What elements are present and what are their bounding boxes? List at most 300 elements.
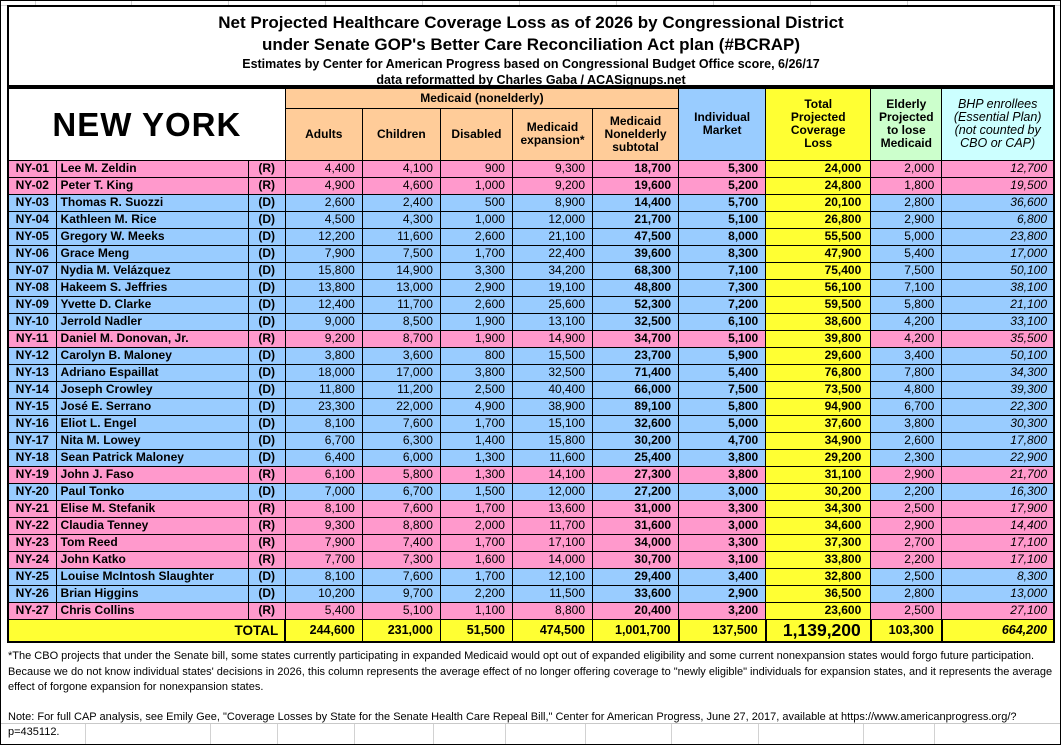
header-medicaid-group: Medicaid (nonelderly) bbox=[285, 88, 678, 108]
cell-expansion: 12,000 bbox=[512, 483, 592, 500]
cell-total-loss: 29,200 bbox=[766, 449, 871, 466]
cell-bhp: 21,100 bbox=[942, 296, 1054, 313]
cell-disabled: 1,700 bbox=[440, 500, 512, 517]
cell-elderly: 2,000 bbox=[871, 160, 942, 177]
cell-medicaid-subtotal: 32,600 bbox=[593, 415, 679, 432]
cell-name: Kathleen M. Rice bbox=[56, 211, 248, 228]
cell-children: 7,500 bbox=[362, 245, 440, 262]
cell-bhp: 36,600 bbox=[942, 194, 1054, 211]
cell-district: NY-02 bbox=[8, 177, 56, 194]
cell-total-loss: 24,800 bbox=[766, 177, 871, 194]
total-cell-total-loss: 1,139,200 bbox=[766, 619, 871, 642]
cell-medicaid-subtotal: 27,300 bbox=[593, 466, 679, 483]
table-row bbox=[8, 398, 1054, 415]
table-row bbox=[8, 262, 1054, 279]
cell-bhp: 33,100 bbox=[942, 313, 1054, 330]
cell-disabled: 2,500 bbox=[440, 381, 512, 398]
cell-individual-market: 3,300 bbox=[679, 534, 766, 551]
cell-children: 22,000 bbox=[362, 398, 440, 415]
cell-district: NY-15 bbox=[8, 398, 56, 415]
cell-expansion: 25,600 bbox=[512, 296, 592, 313]
cell-name: Lee M. Zeldin bbox=[56, 160, 248, 177]
cell-name: Hakeem S. Jeffries bbox=[56, 279, 248, 296]
cell-children: 8,700 bbox=[362, 330, 440, 347]
table-row bbox=[8, 568, 1054, 585]
header-children: Children bbox=[362, 108, 440, 160]
cell-individual-market: 3,300 bbox=[679, 500, 766, 517]
cell-expansion: 15,500 bbox=[512, 347, 592, 364]
cell-total-loss: 94,900 bbox=[766, 398, 871, 415]
table-row bbox=[8, 194, 1054, 211]
cell-medicaid-subtotal: 29,400 bbox=[593, 568, 679, 585]
cell-adults: 7,900 bbox=[285, 534, 362, 551]
cell-expansion: 32,500 bbox=[512, 364, 592, 381]
cell-adults: 6,100 bbox=[285, 466, 362, 483]
cell-individual-market: 7,500 bbox=[679, 381, 766, 398]
cell-district: NY-01 bbox=[8, 160, 56, 177]
cell-individual-market: 5,100 bbox=[679, 330, 766, 347]
table-row bbox=[8, 432, 1054, 449]
cell-party: (R) bbox=[248, 602, 285, 619]
cell-expansion: 21,100 bbox=[512, 228, 592, 245]
cell-district: NY-05 bbox=[8, 228, 56, 245]
cell-medicaid-subtotal: 23,700 bbox=[593, 347, 679, 364]
cell-party: (D) bbox=[248, 347, 285, 364]
cell-elderly: 2,600 bbox=[871, 432, 942, 449]
cell-adults: 9,300 bbox=[285, 517, 362, 534]
cell-name: Yvette D. Clarke bbox=[56, 296, 248, 313]
cell-disabled: 3,300 bbox=[440, 262, 512, 279]
cell-district: NY-11 bbox=[8, 330, 56, 347]
table-row bbox=[8, 313, 1054, 330]
cell-bhp: 14,400 bbox=[942, 517, 1054, 534]
cell-medicaid-subtotal: 66,000 bbox=[593, 381, 679, 398]
total-cell-expansion: 474,500 bbox=[512, 619, 592, 642]
cell-bhp: 17,000 bbox=[942, 245, 1054, 262]
cell-expansion: 9,300 bbox=[512, 160, 592, 177]
cell-medicaid-subtotal: 25,400 bbox=[593, 449, 679, 466]
table-row bbox=[8, 517, 1054, 534]
cell-disabled: 4,900 bbox=[440, 398, 512, 415]
cell-name: Nydia M. Velázquez bbox=[56, 262, 248, 279]
cell-medicaid-subtotal: 32,500 bbox=[593, 313, 679, 330]
cell-adults: 12,400 bbox=[285, 296, 362, 313]
cell-children: 5,800 bbox=[362, 466, 440, 483]
table-row bbox=[8, 602, 1054, 619]
cell-bhp: 50,100 bbox=[942, 262, 1054, 279]
cell-children: 7,600 bbox=[362, 500, 440, 517]
cell-name: Chris Collins bbox=[56, 602, 248, 619]
cell-elderly: 4,800 bbox=[871, 381, 942, 398]
cell-adults: 4,500 bbox=[285, 211, 362, 228]
cell-district: NY-16 bbox=[8, 415, 56, 432]
cell-total-loss: 56,100 bbox=[766, 279, 871, 296]
cell-individual-market: 8,000 bbox=[679, 228, 766, 245]
cell-disabled: 1,500 bbox=[440, 483, 512, 500]
cell-total-loss: 75,400 bbox=[766, 262, 871, 279]
cell-elderly: 2,200 bbox=[871, 483, 942, 500]
cell-individual-market: 3,000 bbox=[679, 517, 766, 534]
cell-elderly: 2,900 bbox=[871, 517, 942, 534]
cell-adults: 2,600 bbox=[285, 194, 362, 211]
cell-party: (R) bbox=[248, 551, 285, 568]
cell-individual-market: 6,100 bbox=[679, 313, 766, 330]
cell-adults: 8,100 bbox=[285, 415, 362, 432]
cell-children: 8,500 bbox=[362, 313, 440, 330]
cell-total-loss: 32,800 bbox=[766, 568, 871, 585]
cell-individual-market: 2,900 bbox=[679, 585, 766, 602]
total-cell-elderly: 103,300 bbox=[871, 619, 942, 642]
cell-name: Thomas R. Suozzi bbox=[56, 194, 248, 211]
cell-total-loss: 34,900 bbox=[766, 432, 871, 449]
cell-total-loss: 29,600 bbox=[766, 347, 871, 364]
cell-individual-market: 7,300 bbox=[679, 279, 766, 296]
cell-district: NY-25 bbox=[8, 568, 56, 585]
cell-party: (D) bbox=[248, 194, 285, 211]
footnote-cap-note: Note: For full CAP analysis, see Emily Gee, "Coverage Losses by State for the Senate Health Care Repeal Bill," Center for American Progress, June 27, 2017, available at https://www.americanprogress.org/?p=435112. bbox=[8, 710, 1017, 738]
table-row bbox=[8, 177, 1054, 194]
cell-bhp: 8,300 bbox=[942, 568, 1054, 585]
coverage-loss-table bbox=[7, 87, 1055, 643]
cell-total-loss: 55,500 bbox=[766, 228, 871, 245]
cell-bhp: 50,100 bbox=[942, 347, 1054, 364]
cell-children: 5,100 bbox=[362, 602, 440, 619]
cell-elderly: 2,800 bbox=[871, 585, 942, 602]
cell-adults: 7,700 bbox=[285, 551, 362, 568]
cell-disabled: 1,100 bbox=[440, 602, 512, 619]
cell-expansion: 9,200 bbox=[512, 177, 592, 194]
cell-adults: 4,900 bbox=[285, 177, 362, 194]
total-cell-medicaid-subtotal: 1,001,700 bbox=[593, 619, 679, 642]
cell-individual-market: 5,300 bbox=[679, 160, 766, 177]
cell-expansion: 14,100 bbox=[512, 466, 592, 483]
cell-disabled: 1,000 bbox=[440, 177, 512, 194]
cell-disabled: 1,000 bbox=[440, 211, 512, 228]
cell-expansion: 14,900 bbox=[512, 330, 592, 347]
cell-children: 7,600 bbox=[362, 415, 440, 432]
cell-medicaid-subtotal: 39,600 bbox=[593, 245, 679, 262]
cell-disabled: 1,700 bbox=[440, 245, 512, 262]
cell-total-loss: 76,800 bbox=[766, 364, 871, 381]
header-disabled: Disabled bbox=[440, 108, 512, 160]
total-cell-disabled: 51,500 bbox=[440, 619, 512, 642]
cell-bhp: 34,300 bbox=[942, 364, 1054, 381]
cell-total-loss: 39,800 bbox=[766, 330, 871, 347]
cell-total-loss: 23,600 bbox=[766, 602, 871, 619]
cell-name: Grace Meng bbox=[56, 245, 248, 262]
header-medicaid-subtotal: Medicaid Nonelderly subtotal bbox=[593, 108, 679, 160]
cell-adults: 8,100 bbox=[285, 568, 362, 585]
cell-disabled: 500 bbox=[440, 194, 512, 211]
cell-children: 14,900 bbox=[362, 262, 440, 279]
cell-elderly: 4,200 bbox=[871, 313, 942, 330]
cell-party: (D) bbox=[248, 449, 285, 466]
title-attribution-cap: Estimates by Center for American Progress based on Congressional Budget Office score, 6/26/17 bbox=[242, 57, 820, 71]
header-bhp-enrollees: BHP enrollees (Essential Plan) (not counted by CBO or CAP) bbox=[942, 88, 1054, 160]
cell-elderly: 2,500 bbox=[871, 568, 942, 585]
footnotes bbox=[8, 649, 1054, 741]
cell-bhp: 6,800 bbox=[942, 211, 1054, 228]
cell-individual-market: 3,400 bbox=[679, 568, 766, 585]
cell-bhp: 17,800 bbox=[942, 432, 1054, 449]
cell-name: Claudia Tenney bbox=[56, 517, 248, 534]
cell-elderly: 3,800 bbox=[871, 415, 942, 432]
cell-name: José E. Serrano bbox=[56, 398, 248, 415]
cell-medicaid-subtotal: 27,200 bbox=[593, 483, 679, 500]
cell-elderly: 1,800 bbox=[871, 177, 942, 194]
cell-district: NY-12 bbox=[8, 347, 56, 364]
cell-party: (R) bbox=[248, 177, 285, 194]
cell-party: (D) bbox=[248, 296, 285, 313]
cell-individual-market: 5,900 bbox=[679, 347, 766, 364]
total-cell-bhp: 664,200 bbox=[942, 619, 1054, 642]
cell-elderly: 2,500 bbox=[871, 500, 942, 517]
cell-bhp: 38,100 bbox=[942, 279, 1054, 296]
cell-district: NY-03 bbox=[8, 194, 56, 211]
table-row bbox=[8, 466, 1054, 483]
cell-expansion: 22,400 bbox=[512, 245, 592, 262]
cell-individual-market: 3,200 bbox=[679, 602, 766, 619]
header-medicaid-expansion: Medicaid expansion* bbox=[512, 108, 592, 160]
cell-bhp: 30,300 bbox=[942, 415, 1054, 432]
cell-bhp: 16,300 bbox=[942, 483, 1054, 500]
cell-bhp: 17,100 bbox=[942, 534, 1054, 551]
cell-medicaid-subtotal: 19,600 bbox=[593, 177, 679, 194]
cell-medicaid-subtotal: 71,400 bbox=[593, 364, 679, 381]
cell-total-loss: 36,500 bbox=[766, 585, 871, 602]
cell-party: (D) bbox=[248, 313, 285, 330]
cell-name: Eliot L. Engel bbox=[56, 415, 248, 432]
cell-elderly: 2,900 bbox=[871, 466, 942, 483]
cell-bhp: 27,100 bbox=[942, 602, 1054, 619]
cell-individual-market: 4,700 bbox=[679, 432, 766, 449]
cell-adults: 18,000 bbox=[285, 364, 362, 381]
cell-expansion: 12,000 bbox=[512, 211, 592, 228]
cell-elderly: 5,000 bbox=[871, 228, 942, 245]
cell-children: 4,100 bbox=[362, 160, 440, 177]
cell-district: NY-20 bbox=[8, 483, 56, 500]
cell-individual-market: 5,100 bbox=[679, 211, 766, 228]
cell-adults: 9,200 bbox=[285, 330, 362, 347]
cell-name: Adriano Espaillat bbox=[56, 364, 248, 381]
cell-party: (D) bbox=[248, 585, 285, 602]
cell-district: NY-24 bbox=[8, 551, 56, 568]
table-body bbox=[8, 160, 1054, 619]
cell-children: 6,300 bbox=[362, 432, 440, 449]
table-row bbox=[8, 364, 1054, 381]
cell-disabled: 2,900 bbox=[440, 279, 512, 296]
cell-elderly: 2,300 bbox=[871, 449, 942, 466]
cell-name: Carolyn B. Maloney bbox=[56, 347, 248, 364]
cell-children: 3,600 bbox=[362, 347, 440, 364]
cell-name: Brian Higgins bbox=[56, 585, 248, 602]
cell-bhp: 19,500 bbox=[942, 177, 1054, 194]
cell-disabled: 2,200 bbox=[440, 585, 512, 602]
cell-elderly: 5,800 bbox=[871, 296, 942, 313]
cell-individual-market: 5,800 bbox=[679, 398, 766, 415]
cell-individual-market: 7,100 bbox=[679, 262, 766, 279]
cell-district: NY-07 bbox=[8, 262, 56, 279]
cell-elderly: 7,800 bbox=[871, 364, 942, 381]
cell-adults: 10,200 bbox=[285, 585, 362, 602]
cell-name: Paul Tonko bbox=[56, 483, 248, 500]
title-attribution-gaba: data reformatted by Charles Gaba / ACASignups.net bbox=[376, 73, 686, 87]
cell-expansion: 11,600 bbox=[512, 449, 592, 466]
cell-children: 11,700 bbox=[362, 296, 440, 313]
cell-individual-market: 5,400 bbox=[679, 364, 766, 381]
cell-party: (R) bbox=[248, 500, 285, 517]
cell-bhp: 35,500 bbox=[942, 330, 1054, 347]
cell-district: NY-08 bbox=[8, 279, 56, 296]
cell-name: Gregory W. Meeks bbox=[56, 228, 248, 245]
cell-medicaid-subtotal: 89,100 bbox=[593, 398, 679, 415]
cell-district: NY-10 bbox=[8, 313, 56, 330]
cell-children: 11,200 bbox=[362, 381, 440, 398]
cell-individual-market: 7,200 bbox=[679, 296, 766, 313]
cell-name: Elise M. Stefanik bbox=[56, 500, 248, 517]
cell-adults: 6,400 bbox=[285, 449, 362, 466]
cell-elderly: 7,500 bbox=[871, 262, 942, 279]
cell-individual-market: 5,000 bbox=[679, 415, 766, 432]
cell-medicaid-subtotal: 14,400 bbox=[593, 194, 679, 211]
table-row bbox=[8, 551, 1054, 568]
cell-adults: 7,900 bbox=[285, 245, 362, 262]
cell-bhp: 22,300 bbox=[942, 398, 1054, 415]
cell-elderly: 5,400 bbox=[871, 245, 942, 262]
cell-party: (R) bbox=[248, 330, 285, 347]
cell-disabled: 1,600 bbox=[440, 551, 512, 568]
cell-medicaid-subtotal: 47,500 bbox=[593, 228, 679, 245]
header-individual-market: Individual Market bbox=[679, 88, 766, 160]
cell-disabled: 2,600 bbox=[440, 228, 512, 245]
title-box bbox=[7, 5, 1055, 87]
cell-adults: 11,800 bbox=[285, 381, 362, 398]
cell-disabled: 1,300 bbox=[440, 449, 512, 466]
cell-medicaid-subtotal: 33,600 bbox=[593, 585, 679, 602]
table-row bbox=[8, 483, 1054, 500]
cell-individual-market: 5,200 bbox=[679, 177, 766, 194]
table-row bbox=[8, 449, 1054, 466]
total-row bbox=[8, 619, 1054, 642]
cell-name: Daniel M. Donovan, Jr. bbox=[56, 330, 248, 347]
cell-disabled: 3,800 bbox=[440, 364, 512, 381]
cell-expansion: 34,200 bbox=[512, 262, 592, 279]
cell-adults: 13,800 bbox=[285, 279, 362, 296]
table-row bbox=[8, 296, 1054, 313]
cell-adults: 15,800 bbox=[285, 262, 362, 279]
cell-children: 4,600 bbox=[362, 177, 440, 194]
cell-individual-market: 3,100 bbox=[679, 551, 766, 568]
cell-adults: 23,300 bbox=[285, 398, 362, 415]
cell-bhp: 12,700 bbox=[942, 160, 1054, 177]
cell-party: (D) bbox=[248, 211, 285, 228]
cell-children: 17,000 bbox=[362, 364, 440, 381]
cell-medicaid-subtotal: 68,300 bbox=[593, 262, 679, 279]
cell-adults: 4,400 bbox=[285, 160, 362, 177]
table-row bbox=[8, 279, 1054, 296]
total-cell-children: 231,000 bbox=[362, 619, 440, 642]
cell-party: (D) bbox=[248, 483, 285, 500]
cell-bhp: 21,700 bbox=[942, 466, 1054, 483]
cell-party: (D) bbox=[248, 228, 285, 245]
table-row bbox=[8, 415, 1054, 432]
cell-medicaid-subtotal: 48,800 bbox=[593, 279, 679, 296]
cell-expansion: 13,100 bbox=[512, 313, 592, 330]
cell-individual-market: 5,700 bbox=[679, 194, 766, 211]
cell-party: (D) bbox=[248, 279, 285, 296]
cell-elderly: 2,500 bbox=[871, 602, 942, 619]
cell-disabled: 800 bbox=[440, 347, 512, 364]
cell-expansion: 15,800 bbox=[512, 432, 592, 449]
cell-expansion: 19,100 bbox=[512, 279, 592, 296]
cell-party: (D) bbox=[248, 381, 285, 398]
cell-elderly: 7,100 bbox=[871, 279, 942, 296]
cell-elderly: 2,200 bbox=[871, 551, 942, 568]
cell-disabled: 1,700 bbox=[440, 568, 512, 585]
table-row bbox=[8, 585, 1054, 602]
cell-district: NY-13 bbox=[8, 364, 56, 381]
table-row bbox=[8, 534, 1054, 551]
total-cell-adults: 244,600 bbox=[285, 619, 362, 642]
cell-children: 13,000 bbox=[362, 279, 440, 296]
cell-medicaid-subtotal: 31,600 bbox=[593, 517, 679, 534]
cell-expansion: 12,100 bbox=[512, 568, 592, 585]
cell-medicaid-subtotal: 30,200 bbox=[593, 432, 679, 449]
cell-adults: 7,000 bbox=[285, 483, 362, 500]
cell-expansion: 38,900 bbox=[512, 398, 592, 415]
cell-elderly: 2,800 bbox=[871, 194, 942, 211]
cell-expansion: 14,000 bbox=[512, 551, 592, 568]
cell-name: Jerrold Nadler bbox=[56, 313, 248, 330]
cell-elderly: 2,700 bbox=[871, 534, 942, 551]
cell-name: Louise McIntosh Slaughter bbox=[56, 568, 248, 585]
cell-medicaid-subtotal: 52,300 bbox=[593, 296, 679, 313]
cell-medicaid-subtotal: 18,700 bbox=[593, 160, 679, 177]
cell-expansion: 8,800 bbox=[512, 602, 592, 619]
cell-bhp: 17,100 bbox=[942, 551, 1054, 568]
cell-district: NY-06 bbox=[8, 245, 56, 262]
cell-children: 9,700 bbox=[362, 585, 440, 602]
cell-adults: 9,000 bbox=[285, 313, 362, 330]
state-label: NEW YORK bbox=[8, 88, 285, 160]
cell-children: 7,400 bbox=[362, 534, 440, 551]
cell-total-loss: 38,600 bbox=[766, 313, 871, 330]
cell-medicaid-subtotal: 34,700 bbox=[593, 330, 679, 347]
cell-expansion: 40,400 bbox=[512, 381, 592, 398]
header-elderly-medicaid: Elderly Projected to lose Medicaid bbox=[871, 88, 942, 160]
cell-party: (D) bbox=[248, 245, 285, 262]
cell-children: 6,700 bbox=[362, 483, 440, 500]
cell-children: 11,600 bbox=[362, 228, 440, 245]
cell-party: (R) bbox=[248, 534, 285, 551]
cell-district: NY-18 bbox=[8, 449, 56, 466]
cell-total-loss: 59,500 bbox=[766, 296, 871, 313]
cell-children: 7,600 bbox=[362, 568, 440, 585]
table-row bbox=[8, 160, 1054, 177]
cell-total-loss: 33,800 bbox=[766, 551, 871, 568]
page-title-line1: Net Projected Healthcare Coverage Loss as of 2026 by Congressional District bbox=[218, 13, 844, 32]
cell-total-loss: 20,100 bbox=[766, 194, 871, 211]
cell-party: (D) bbox=[248, 568, 285, 585]
table-header bbox=[8, 88, 1054, 160]
cell-district: NY-21 bbox=[8, 500, 56, 517]
cell-district: NY-19 bbox=[8, 466, 56, 483]
cell-district: NY-04 bbox=[8, 211, 56, 228]
cell-disabled: 1,300 bbox=[440, 466, 512, 483]
cell-disabled: 1,700 bbox=[440, 534, 512, 551]
cell-bhp: 13,000 bbox=[942, 585, 1054, 602]
cell-elderly: 6,700 bbox=[871, 398, 942, 415]
